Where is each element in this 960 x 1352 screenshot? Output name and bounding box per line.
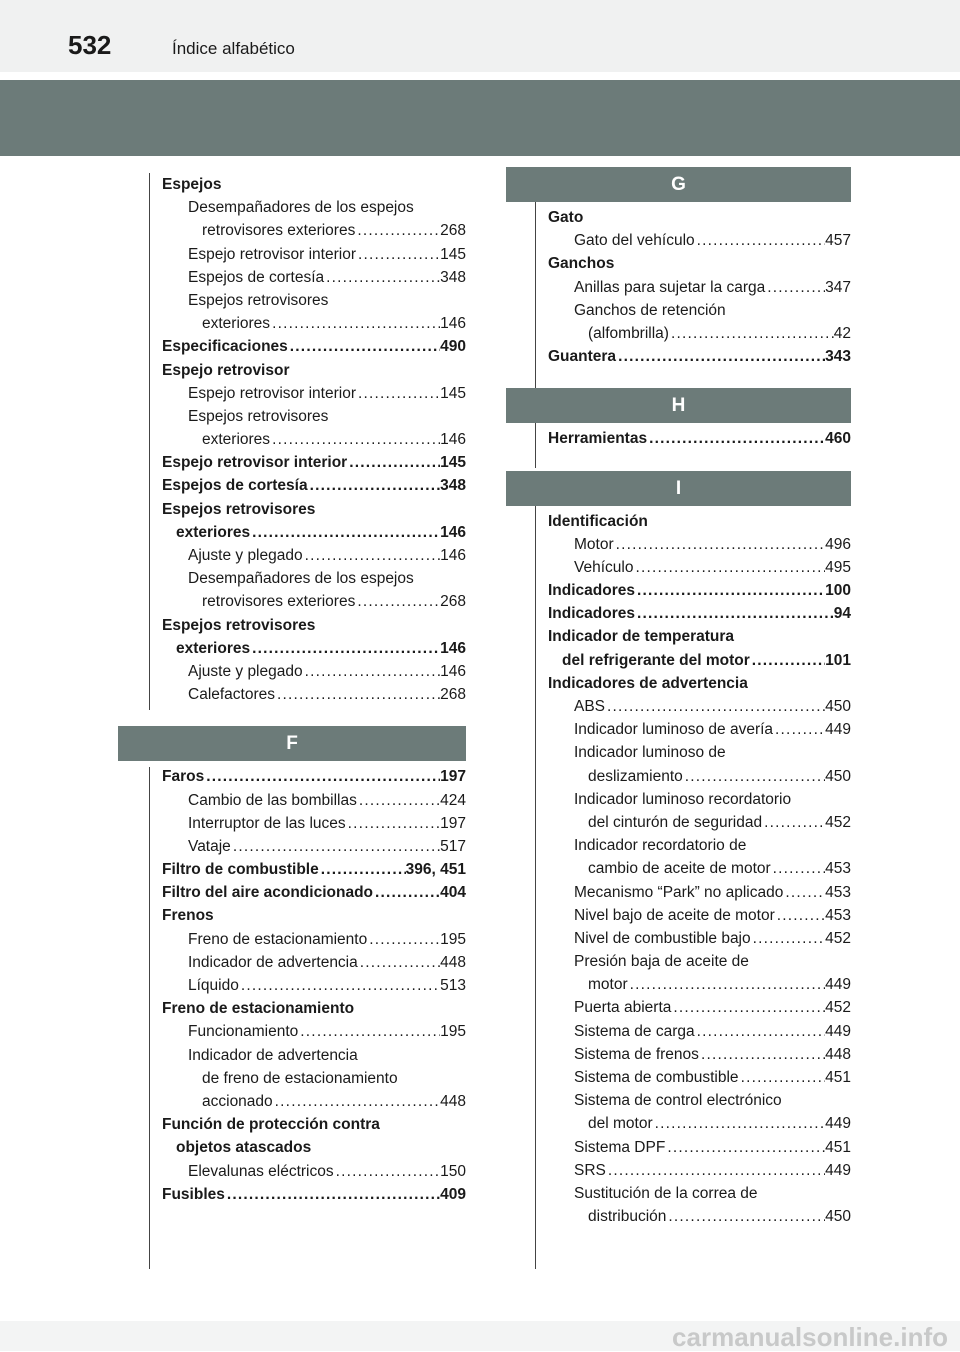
index-entry-term: Anillas para sujetar la carga <box>574 278 766 296</box>
index-entry-page: 449 <box>825 1022 851 1040</box>
index-entry-page: 145 <box>440 245 466 263</box>
index-entry <box>548 427 851 450</box>
index-entry-page: 448 <box>440 953 466 971</box>
index-entry-page: 101 <box>825 651 851 669</box>
index-entry <box>162 683 466 706</box>
index-entry <box>162 1113 466 1136</box>
index-entry <box>162 498 466 521</box>
index-entry <box>548 950 851 973</box>
index-entry <box>548 1182 851 1205</box>
index-entry-term: Sistema de frenos <box>574 1045 699 1063</box>
dot-leader <box>355 590 440 613</box>
index-entry-term: Interruptor de las luces <box>188 814 346 832</box>
dot-leader <box>666 1205 825 1228</box>
index-entry-term: Calefactores <box>188 686 276 704</box>
index-entry-page: 197 <box>440 768 466 786</box>
index-entry <box>162 567 466 590</box>
dot-leader <box>250 521 440 544</box>
index-entry-page: 495 <box>825 558 851 576</box>
dot-leader <box>270 428 440 451</box>
index-entry-page: 195 <box>440 930 466 948</box>
index-entry-page: 450 <box>825 767 851 785</box>
dot-leader <box>775 904 825 927</box>
index-entry-page: 452 <box>825 929 851 947</box>
dot-leader <box>671 996 825 1019</box>
right-column-rule <box>535 198 536 388</box>
section-title: Índice alfabético <box>172 39 295 58</box>
dot-leader <box>231 835 440 858</box>
index-entry <box>162 997 466 1020</box>
index-entry <box>548 533 851 556</box>
dot-leader <box>355 219 440 242</box>
section-letter-heading: I <box>506 471 851 506</box>
index-entry-term: retrovisores exteriores <box>202 593 356 611</box>
index-entry-term: Especificaciones <box>162 338 288 356</box>
index-entry-term: Guantera <box>548 348 617 366</box>
dot-leader <box>669 322 834 345</box>
index-entry <box>162 1183 466 1206</box>
index-entry <box>548 1112 851 1135</box>
index-entry-term: Nivel bajo de aceite de motor <box>574 906 775 924</box>
index-entry-page: 268 <box>440 222 466 240</box>
section-letter-heading: G <box>506 167 851 202</box>
index-entry <box>162 243 466 266</box>
index-entry-page: 449 <box>825 721 851 739</box>
left-column-rule <box>149 173 150 710</box>
dot-leader <box>356 243 440 266</box>
index-entry-page: 457 <box>825 232 851 250</box>
index-entry-term: Frenos <box>162 907 214 925</box>
index-entry-page: 396, 451 <box>405 861 466 879</box>
index-entry <box>162 590 466 613</box>
index-entry-term: Indicadores <box>548 582 635 600</box>
index-entry-term: Vataje <box>188 837 231 855</box>
dot-leader <box>695 229 825 252</box>
index-entry <box>548 811 851 834</box>
index-entry-page: 146 <box>440 315 466 333</box>
index-entry-term: Indicadores de advertencia <box>548 674 748 692</box>
index-entry-term: exteriores <box>202 431 271 449</box>
index-entry-page: 450 <box>825 698 851 715</box>
index-entry <box>162 904 466 927</box>
index-entry-term: Filtro de combustible <box>162 861 319 879</box>
index-entry-term: ABS <box>574 698 606 715</box>
dot-leader <box>635 602 834 625</box>
section-spacer <box>548 451 851 471</box>
index-entry-term: Ajuste y plegado <box>188 547 303 564</box>
index-entry-term: Filtro del aire acondicionado <box>162 884 374 902</box>
index-entry <box>548 625 851 648</box>
dot-leader <box>275 683 440 706</box>
index-entry-term: Funcionamiento <box>188 1023 299 1041</box>
index-entry <box>162 789 466 812</box>
index-entry-page: 452 <box>825 999 851 1017</box>
index-entry <box>548 718 851 741</box>
index-entry <box>548 602 851 625</box>
index-entry-page: 145 <box>440 384 466 402</box>
index-entry-term: Función de protección contra <box>162 1116 380 1134</box>
dot-leader <box>373 881 440 904</box>
dot-leader <box>225 1183 440 1206</box>
index-entry <box>548 996 851 1019</box>
index-entry-page: 146 <box>440 523 466 541</box>
index-entry <box>548 1136 851 1159</box>
index-entry <box>162 451 466 474</box>
index-column-left <box>162 173 466 1206</box>
index-entry <box>548 229 851 252</box>
index-entry-term: cambio de aceite de motor <box>588 860 771 878</box>
index-entry-page: 453 <box>825 906 851 924</box>
index-entry-term: Espejo retrovisor <box>162 361 290 379</box>
index-entry-page: 453 <box>825 883 851 901</box>
index-entry-term: del cinturón de seguridad <box>588 813 763 831</box>
index-entry-term: Espejos de cortesía <box>188 268 325 286</box>
index-entry <box>548 1205 851 1228</box>
index-entry-page: 348 <box>440 477 466 495</box>
index-entry <box>162 335 466 358</box>
index-entry <box>548 299 851 322</box>
index-entry <box>162 951 466 974</box>
index-entry <box>162 544 466 567</box>
dot-leader <box>367 928 440 951</box>
index-entry <box>548 649 851 672</box>
dot-leader <box>616 345 825 368</box>
index-entry-term: Sistema de control electrónico <box>574 1092 782 1110</box>
index-entry <box>162 1067 466 1090</box>
index-entry-term: Espejos <box>162 176 222 193</box>
dot-leader <box>303 544 441 567</box>
index-entry-page: 146 <box>440 662 466 680</box>
dot-leader <box>683 765 825 788</box>
index-entry-term: Espejos retrovisores <box>162 616 316 634</box>
index-entry-term: Espejo retrovisor interior <box>188 245 356 263</box>
index-entry <box>548 322 851 345</box>
index-entry-term: Espejos de cortesía <box>162 477 308 495</box>
index-entry-term: Elevalunas eléctricos <box>188 1162 334 1180</box>
dot-leader <box>771 857 825 880</box>
index-entry <box>162 765 466 788</box>
index-entry-term: Espejos retrovisores <box>162 500 316 518</box>
dot-leader <box>298 1020 440 1043</box>
index-entry <box>548 881 851 904</box>
index-entry <box>162 521 466 544</box>
index-entry-page: 453 <box>825 860 851 878</box>
index-entry-term: Motor <box>574 535 614 553</box>
index-entry-term: exteriores <box>176 639 251 657</box>
section-spacer <box>548 368 851 388</box>
index-entry <box>162 1044 466 1067</box>
index-entry-term: Ajuste y plegado <box>188 662 303 680</box>
index-entry-term: Mecanismo “Park” no aplicado <box>574 883 784 901</box>
index-entry-page: 150 <box>440 1162 466 1180</box>
dot-leader <box>695 1020 826 1043</box>
dot-leader <box>739 1066 826 1089</box>
index-entry-page: 348 <box>440 268 466 286</box>
index-entry <box>162 219 466 242</box>
index-entry-term: Identificación <box>548 512 648 530</box>
index-entry <box>162 196 466 219</box>
index-entry-term: deslizamiento <box>588 767 683 785</box>
index-entry-page: 451 <box>825 1138 851 1156</box>
dot-leader <box>783 881 825 904</box>
dot-leader <box>606 1159 825 1182</box>
index-entry-page: 146 <box>440 639 466 657</box>
index-entry-term: Herramientas <box>548 430 648 448</box>
index-entry <box>548 973 851 996</box>
index-entry-page: 100 <box>825 582 851 600</box>
index-entry-page: 449 <box>825 976 851 994</box>
dot-leader <box>273 1090 440 1113</box>
dot-leader <box>773 718 825 741</box>
index-entry-page: 451 <box>825 1069 851 1086</box>
index-entry-page: 449 <box>825 1161 851 1179</box>
index-entry-term: Nivel de combustible bajo <box>574 929 751 947</box>
right-column-rule-i <box>535 503 536 1269</box>
index-entry <box>162 637 466 660</box>
index-entry-page: 513 <box>440 977 466 994</box>
index-entry <box>162 359 466 382</box>
section-letter-heading: H <box>506 388 851 423</box>
dot-leader <box>303 660 441 683</box>
index-entry-term: Freno de estacionamiento <box>188 930 368 948</box>
index-entry <box>548 276 851 299</box>
index-entry <box>548 206 851 229</box>
dot-leader <box>765 276 825 299</box>
index-entry-term: de freno de estacionamiento <box>202 1069 398 1087</box>
index-entry <box>162 928 466 951</box>
index-entry-term: retrovisores exteriores <box>202 222 356 240</box>
index-entry-page: 448 <box>825 1045 851 1063</box>
dot-leader <box>204 765 440 788</box>
index-entry-term: Indicador luminoso de <box>574 744 726 762</box>
index-entry-page: 197 <box>440 814 466 832</box>
watermark-text: carmanualsonline.info <box>672 1322 948 1352</box>
dot-leader <box>635 579 825 602</box>
index-entry <box>162 1160 466 1183</box>
header-banner <box>0 80 960 156</box>
dot-leader <box>653 1112 826 1135</box>
index-entry-term: Líquido <box>188 977 239 994</box>
section-letter-heading: F <box>118 726 466 761</box>
dot-leader <box>762 811 825 834</box>
index-entry-term: (alfombrilla) <box>588 324 669 342</box>
dot-leader <box>288 335 440 358</box>
index-entry-term: Cambio de las bombillas <box>188 791 357 809</box>
index-entry-term: Sustitución de la correa de <box>574 1184 758 1202</box>
dot-leader <box>751 927 826 950</box>
index-entry-term: Desempañadores de los espejos <box>188 199 414 217</box>
page-header <box>0 0 960 72</box>
index-entry <box>548 1089 851 1112</box>
index-entry-term: Gato <box>548 209 584 226</box>
index-entry-term: Ganchos <box>548 255 615 273</box>
index-entry-term: Presión baja de aceite de <box>574 953 749 971</box>
index-entry <box>548 765 851 788</box>
index-entry <box>548 1043 851 1066</box>
index-entry <box>548 1159 851 1182</box>
index-entry-term: Fusibles <box>162 1185 225 1203</box>
dot-leader <box>308 474 441 497</box>
index-entry-term: del motor <box>588 1115 653 1133</box>
index-entry <box>162 858 466 881</box>
index-entry <box>162 812 466 835</box>
index-entry <box>162 382 466 405</box>
index-entry-term: accionado <box>202 1092 273 1110</box>
index-entry <box>548 927 851 950</box>
index-entry-term: Desempañadores de los espejos <box>188 570 414 588</box>
dot-leader <box>614 533 826 556</box>
index-entry <box>548 345 851 368</box>
index-entry-term: distribución <box>588 1208 667 1226</box>
index-entry-term: Espejos retrovisores <box>188 407 329 425</box>
dot-leader <box>358 951 440 974</box>
index-entry-term: Faros <box>162 768 205 786</box>
index-entry <box>548 510 851 533</box>
index-entry-term: Espejo retrovisor interior <box>188 384 356 402</box>
index-entry-term: Indicador luminoso de avería <box>574 721 774 739</box>
left-column-rule-lower <box>149 767 150 1269</box>
right-column-rule-h <box>535 421 536 468</box>
index-entry-page: 490 <box>440 338 466 356</box>
index-entry <box>162 289 466 312</box>
index-entry-page: 404 <box>440 884 466 902</box>
dot-leader <box>319 858 406 881</box>
index-entry <box>162 173 466 196</box>
index-entry-term: Freno de estacionamiento <box>162 1000 355 1018</box>
index-entry-page: 268 <box>440 686 466 704</box>
index-entry <box>162 428 466 451</box>
index-entry <box>548 904 851 927</box>
dot-leader <box>324 266 440 289</box>
index-entry-page: 268 <box>440 593 466 611</box>
dot-leader <box>633 556 825 579</box>
dot-leader <box>605 695 825 718</box>
index-entry-term: Puerta abierta <box>574 999 672 1017</box>
dot-leader <box>270 312 440 335</box>
index-entry-term: motor <box>588 976 628 994</box>
dot-leader <box>356 382 440 405</box>
dot-leader <box>628 973 826 996</box>
index-entry <box>548 579 851 602</box>
index-entry <box>162 1090 466 1113</box>
index-entry-term: exteriores <box>202 315 271 333</box>
index-entry <box>162 405 466 428</box>
index-entry-term: Sistema de combustible <box>574 1069 739 1086</box>
index-entry-page: 42 <box>833 324 851 342</box>
dot-leader <box>647 427 825 450</box>
index-entry-term: Indicador recordatorio de <box>574 837 747 855</box>
index-entry-page: 347 <box>825 278 851 296</box>
index-entry-term: Sistema DPF <box>574 1138 666 1156</box>
index-entry-term: objetos atascados <box>176 1139 312 1157</box>
index-entry-page: 195 <box>440 1023 466 1041</box>
index-entry-page: 343 <box>825 348 851 366</box>
index-entry-page: 424 <box>440 791 466 809</box>
index-entry <box>162 266 466 289</box>
dot-leader <box>334 1160 441 1183</box>
page-number: 532 <box>68 30 112 60</box>
index-entry-page: 94 <box>833 605 851 623</box>
index-entry <box>162 660 466 683</box>
footer <box>0 1321 960 1351</box>
index-entry-page: 517 <box>440 837 466 855</box>
dot-leader <box>665 1136 825 1159</box>
index-entry-term: del refrigerante del motor <box>562 651 750 669</box>
index-entry <box>548 252 851 275</box>
index-entry <box>548 857 851 880</box>
dot-leader <box>357 789 440 812</box>
index-column-right <box>548 167 851 1228</box>
dot-leader <box>239 974 440 997</box>
index-entry <box>162 835 466 858</box>
dot-leader <box>250 637 440 660</box>
index-entry-term: exteriores <box>176 523 251 541</box>
index-entry-page: 448 <box>440 1092 466 1110</box>
index-entry <box>548 672 851 695</box>
index-entry <box>162 614 466 637</box>
index-entry-page: 146 <box>440 431 466 449</box>
index-entry <box>548 556 851 579</box>
index-entry-term: Indicador de advertencia <box>188 1046 358 1064</box>
index-entry-term: Indicador de advertencia <box>188 953 358 971</box>
index-entry <box>162 1136 466 1159</box>
index-entry-term: Ganchos de retención <box>574 301 726 319</box>
index-entry-term: Indicador de temperatura <box>548 628 735 646</box>
index-entry-page: 409 <box>440 1185 466 1203</box>
index-entry-term: Indicadores <box>548 605 635 623</box>
index-entry-page: 145 <box>440 454 466 472</box>
index-entry <box>162 1020 466 1043</box>
dot-leader <box>347 451 440 474</box>
index-entry-page: 460 <box>825 430 851 448</box>
index-entry-page: 146 <box>440 547 466 564</box>
index-entry-term: SRS <box>574 1161 606 1179</box>
index-entry <box>548 741 851 764</box>
index-entry-term: Vehículo <box>574 558 634 576</box>
index-entry-page: 449 <box>825 1115 851 1133</box>
index-entry <box>548 788 851 811</box>
index-entry-page: 496 <box>825 535 851 553</box>
index-entry-term: Espejos retrovisores <box>188 291 329 309</box>
dot-leader <box>346 812 440 835</box>
index-entry-page: 450 <box>825 1208 851 1226</box>
index-entry-page: 452 <box>825 813 851 831</box>
dot-leader <box>699 1043 825 1066</box>
index-entry-term: Espejo retrovisor interior <box>162 454 348 472</box>
index-entry <box>548 1066 851 1089</box>
index-entry-term: Sistema de carga <box>574 1022 695 1040</box>
index-entry-term: Indicador luminoso recordatorio <box>574 790 792 808</box>
dot-leader <box>750 649 825 672</box>
index-entry <box>162 474 466 497</box>
index-entry-term: Gato del vehículo <box>574 232 695 250</box>
index-entry <box>548 1020 851 1043</box>
index-entry <box>548 695 851 718</box>
section-spacer <box>162 706 466 726</box>
index-entry <box>162 312 466 335</box>
index-entry <box>162 881 466 904</box>
index-entry <box>162 974 466 997</box>
index-entry <box>548 834 851 857</box>
